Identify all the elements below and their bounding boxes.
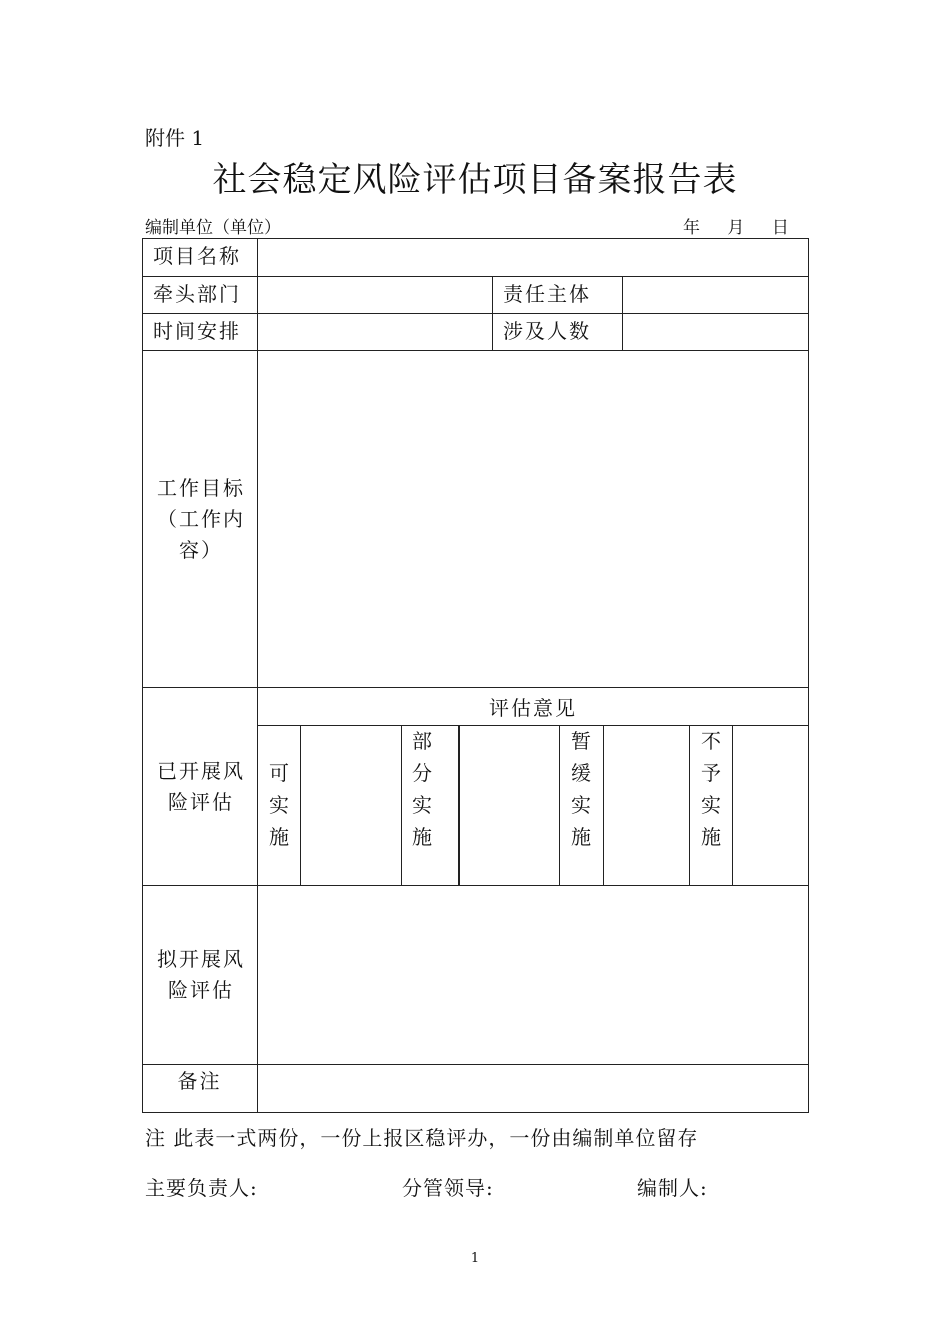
schedule-label: 时间安排 xyxy=(153,319,241,343)
option-feasible: 可实施 xyxy=(269,761,289,849)
date-month: 月 xyxy=(727,218,745,238)
planned-assessment-label xyxy=(150,886,252,1064)
page-number: 1 xyxy=(470,1251,480,1266)
project-name-label: 项目名称 xyxy=(153,244,241,268)
work-goal-text: 工作目标（工作内容） xyxy=(157,475,245,562)
lead-dept-label: 牵头部门 xyxy=(153,282,241,306)
column-divider xyxy=(603,725,604,886)
table-note: 注 此表一式两份，一份上报区稳评办，一份由编制单位留存 xyxy=(145,1126,699,1150)
done-assessment-text: 已开展风险评估 xyxy=(157,758,245,814)
table-border-top xyxy=(142,238,809,239)
responsible-label: 责任主体 xyxy=(503,282,591,306)
column-divider xyxy=(689,725,690,886)
supervisor-signature-label: 分管领导: xyxy=(402,1176,494,1200)
leader-signature-label: 主要负责人: xyxy=(145,1176,258,1200)
row-line xyxy=(257,725,809,726)
date-day: 日 xyxy=(771,218,789,238)
column-divider xyxy=(300,725,301,886)
row-line xyxy=(142,313,809,314)
option-postpone: 暂缓实施 xyxy=(571,729,591,849)
label-column-divider xyxy=(257,238,258,1113)
row-line xyxy=(142,276,809,277)
column-divider xyxy=(622,276,623,351)
planned-assessment-text: 拟开展风险评估 xyxy=(157,947,245,1002)
done-assessment-label xyxy=(150,688,252,885)
date-year: 年 xyxy=(683,218,700,238)
attachment-label: 附件 1 xyxy=(145,126,205,150)
column-divider xyxy=(559,725,560,886)
opinion-header xyxy=(257,688,809,725)
page-title: 社会稳定风险评估项目备案报告表 xyxy=(212,160,738,200)
remarks-label xyxy=(142,1064,257,1094)
compile-unit-label: 编制单位（单位） xyxy=(145,218,281,238)
date-label xyxy=(683,213,811,238)
column-divider xyxy=(732,725,733,886)
column-divider xyxy=(492,276,493,351)
column-divider xyxy=(458,725,460,886)
option-reject: 不予实施 xyxy=(701,729,721,849)
table-border-bottom xyxy=(142,1112,809,1113)
option-partial: 部分实施 xyxy=(412,729,432,849)
people-label: 涉及人数 xyxy=(503,319,591,343)
table-border-left xyxy=(142,238,143,1113)
table-border-right xyxy=(808,238,809,1113)
opinion-text: 评估意见 xyxy=(489,696,577,720)
column-divider xyxy=(401,725,402,886)
remarks-text: 备注 xyxy=(177,1068,222,1093)
editor-signature-label: 编制人: xyxy=(637,1176,708,1200)
work-goal-label xyxy=(150,351,252,687)
